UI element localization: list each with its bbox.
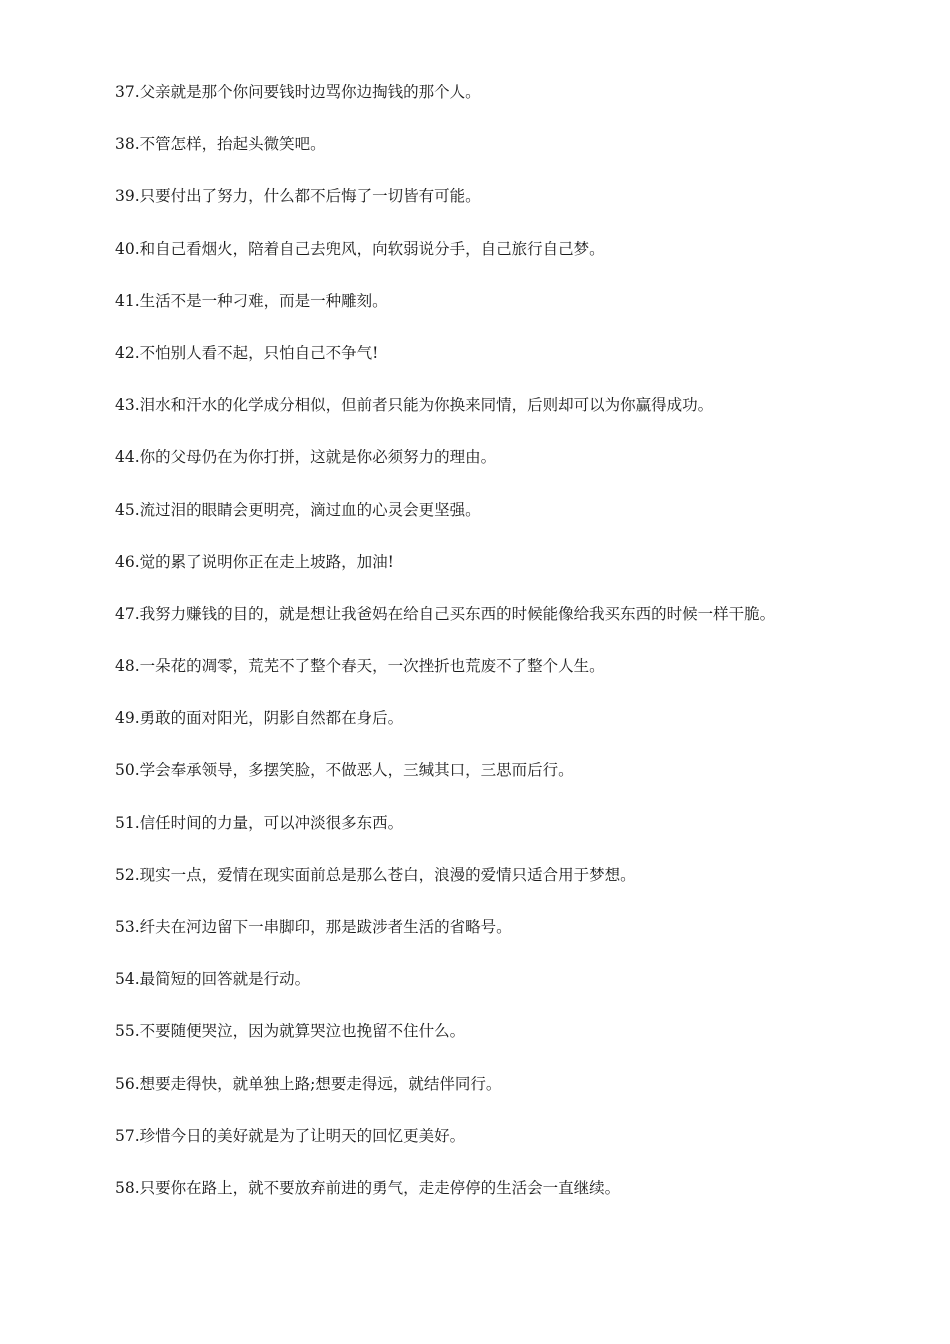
list-item: 51.信任时间的力量，可以冲淡很多东西。	[115, 813, 404, 832]
list-item: 46.觉的累了说明你正在走上坡路，加油!	[115, 552, 394, 571]
list-item: 50.学会奉承领导，多摆笑脸，不做恶人，三缄其口，三思而后行。	[115, 761, 574, 780]
list-item: 55.不要随便哭泣，因为就算哭泣也挽留不住什么。	[115, 1022, 466, 1041]
list-item: 42.不怕别人看不起，只怕自己不争气!	[115, 343, 379, 362]
list-item: 44.你的父母仍在为你打拼，这就是你必须努力的理由。	[115, 448, 497, 467]
list-item: 52.现实一点，爱情在现实面前总是那么苍白，浪漫的爱情只适合用于梦想。	[115, 865, 636, 884]
list-item: 53.纤夫在河边留下一串脚印，那是跋涉者生活的省略号。	[115, 918, 512, 936]
list-item: 39.只要付出了努力，什么都不后悔了一切皆有可能。	[115, 187, 481, 206]
list-item: 49.勇敢的面对阳光，阴影自然都在身后。	[115, 709, 404, 728]
list-item: 56.想要走得快，就单独上路;想要走得远，就结伴同行。	[115, 1074, 502, 1093]
list-item: 47.我努力赚钱的目的，就是想让我爸妈在给自己买东西的时候能像给我买东西的时候一样干脆。	[115, 604, 776, 623]
list-item: 48.一朵花的凋零，荒芜不了整个春天，一次挫折也荒废不了整个人生。	[115, 657, 605, 676]
list-item: 43.泪水和汗水的化学成分相似，但前者只能为你换来同情，后则却可以为你赢得成功。	[115, 396, 714, 415]
quote-list	[84, 79, 864, 1227]
list-item: 38.不管怎样，抬起头微笑吧。	[115, 135, 326, 154]
list-item: 58.只要你在路上，就不要放弃前进的勇气，走走停停的生活会一直继续。	[115, 1178, 621, 1197]
list-item: 54.最简短的回答就是行动。	[115, 970, 311, 989]
list-item: 41.生活不是一种刁难，而是一种雕刻。	[115, 291, 388, 310]
list-item: 37.父亲就是那个你问要钱时边骂你边掏钱的那个人。	[115, 83, 481, 101]
list-item: 45.流过泪的眼睛会更明亮，滴过血的心灵会更坚强。	[115, 500, 481, 519]
list-item: 57.珍惜今日的美好就是为了让明天的回忆更美好。	[115, 1126, 466, 1145]
list-item: 40.和自己看烟火，陪着自己去兜风，向软弱说分手，自己旅行自己梦。	[115, 239, 605, 258]
